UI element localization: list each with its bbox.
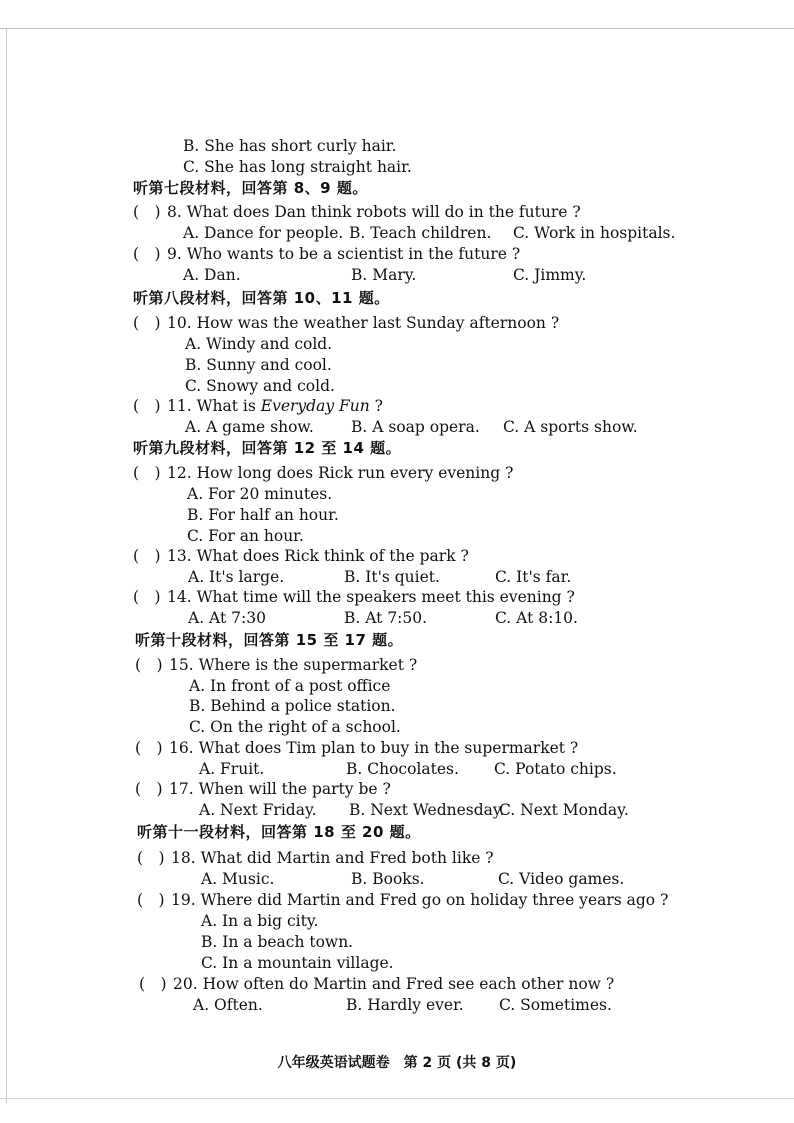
program-title: Everyday Fun [260, 397, 370, 415]
question-text: What does Dan think robots will do in the future ? [186, 203, 581, 221]
option-c: C. A sports show. [503, 418, 638, 436]
question-16 [135, 738, 578, 758]
question-number: 9. [167, 245, 182, 263]
question-9 [133, 244, 520, 264]
question-number: 16. [169, 739, 194, 757]
question-number: 20. [173, 975, 198, 993]
question-text: What did Martin and Fred both like ? [200, 849, 494, 867]
question-number: 14. [167, 588, 192, 606]
answer-blank[interactable]: ( ) [133, 245, 161, 263]
answer-blank[interactable]: ( ) [135, 780, 163, 798]
question-15 [135, 655, 417, 675]
option-c: C. Sometimes. [499, 996, 612, 1014]
question-number: 11. [167, 397, 192, 415]
option-b: B. It's quiet. [344, 568, 440, 586]
question-20 [139, 974, 614, 994]
options-row [0, 608, 794, 628]
option-a: A. In a big city. [201, 912, 319, 930]
option-a: A. Windy and cold. [185, 335, 333, 353]
question-number: 17. [169, 780, 194, 798]
question-number: 8. [167, 203, 182, 221]
option-b: B. Teach children. [349, 224, 492, 242]
answer-blank[interactable]: ( ) [133, 588, 161, 606]
question-text: What does Tim plan to buy in the supermarket ? [198, 739, 579, 757]
option-a: A. Dan. [183, 266, 241, 284]
question-text: Who wants to be a scientist in the future ? [186, 245, 521, 263]
question-8 [133, 202, 581, 222]
question-text-suffix: ? [369, 397, 383, 415]
section-heading: 听第十段材料，回答第 15 至 17 题。 [135, 631, 404, 649]
option-line: B. She has short curly hair. [183, 137, 397, 155]
question-12 [133, 463, 513, 483]
option-c: C. Work in hospitals. [513, 224, 676, 242]
question-text: How was the weather last Sunday afternoon ? [196, 314, 560, 332]
option-c: C. Potato chips. [494, 760, 617, 778]
option-b: B. Sunny and cool. [185, 356, 332, 374]
page-footer: 八年级英语试题卷 第 2 页 (共 8 页) [277, 1055, 517, 1071]
option-b: B. A soap opera. [351, 418, 480, 436]
option-a: A. Music. [201, 870, 275, 888]
section-heading: 听第十一段材料，回答第 18 至 20 题。 [137, 823, 421, 841]
option-b: B. Mary. [351, 266, 417, 284]
question-11 [133, 396, 383, 416]
question-18 [137, 848, 494, 868]
answer-blank[interactable]: ( ) [133, 314, 161, 332]
question-text-prefix: What is [196, 397, 261, 415]
question-text: When will the party be ? [198, 780, 391, 798]
question-text: Where is the supermarket ? [198, 656, 418, 674]
option-a: A. For 20 minutes. [187, 485, 333, 503]
option-c: C. In a mountain village. [201, 954, 394, 972]
question-text: How long does Rick run every evening ? [196, 464, 514, 482]
options-row [0, 567, 794, 587]
question-13 [133, 546, 469, 566]
answer-blank[interactable]: ( ) [133, 464, 161, 482]
option-b: B. For half an hour. [187, 506, 339, 524]
question-number: 12. [167, 464, 192, 482]
options-row [0, 995, 794, 1015]
question-number: 13. [167, 547, 192, 565]
answer-blank[interactable]: ( ) [137, 891, 165, 909]
option-b: B. Next Wednesday. [349, 801, 505, 819]
option-c: C. Next Monday. [499, 801, 629, 819]
option-a: A. Dance for people. [183, 224, 344, 242]
option-a: A. It's large. [188, 568, 285, 586]
answer-blank[interactable]: ( ) [133, 397, 161, 415]
option-b: B. Chocolates. [346, 760, 459, 778]
option-c: C. For an hour. [187, 527, 304, 545]
option-c: C. At 8:10. [495, 609, 578, 627]
option-a: A. At 7:30 [188, 609, 266, 627]
answer-blank[interactable]: ( ) [139, 975, 167, 993]
options-row [0, 759, 794, 779]
section-heading: 听第八段材料，回答第 10、11 题。 [133, 289, 390, 307]
option-a: A. A game show. [185, 418, 314, 436]
question-number: 18. [171, 849, 196, 867]
answer-blank[interactable]: ( ) [135, 739, 163, 757]
answer-blank[interactable]: ( ) [135, 656, 163, 674]
answer-blank[interactable]: ( ) [137, 849, 165, 867]
option-line: C. She has long straight hair. [183, 158, 412, 176]
option-c: C. Snowy and cold. [185, 377, 335, 395]
answer-blank[interactable]: ( ) [133, 203, 161, 221]
question-text: What does Rick think of the park ? [196, 547, 469, 565]
options-row [0, 800, 794, 820]
section-heading: 听第九段材料，回答第 12 至 14 题。 [133, 439, 402, 457]
option-b: B. At 7:50. [344, 609, 428, 627]
option-a: A. In front of a post office [189, 677, 391, 695]
option-c: C. It's far. [495, 568, 572, 586]
option-b: B. Books. [351, 870, 425, 888]
question-19 [137, 890, 668, 910]
section-heading: 听第七段材料，回答第 8、9 题。 [133, 179, 368, 197]
option-c: C. Jimmy. [513, 266, 587, 284]
question-text: What time will the speakers meet this evening ? [196, 588, 575, 606]
option-a: A. Next Friday. [199, 801, 317, 819]
option-c: C. Video games. [498, 870, 625, 888]
option-b: B. In a beach town. [201, 933, 354, 951]
question-text: Where did Martin and Fred go on holiday three years ago ? [200, 891, 669, 909]
option-b: B. Behind a police station. [189, 697, 396, 715]
question-14 [133, 587, 575, 607]
question-10 [133, 313, 559, 333]
options-row [0, 869, 794, 889]
question-number: 19. [171, 891, 196, 909]
answer-blank[interactable]: ( ) [133, 547, 161, 565]
question-number: 15. [169, 656, 194, 674]
options-row [0, 223, 794, 243]
question-text: How often do Martin and Fred see each other now ? [202, 975, 615, 993]
options-row [0, 265, 794, 285]
option-b: B. Hardly ever. [346, 996, 464, 1014]
option-a: A. Fruit. [199, 760, 265, 778]
question-17 [135, 779, 391, 799]
question-number: 10. [167, 314, 192, 332]
option-c: C. On the right of a school. [189, 718, 401, 736]
option-a: A. Often. [193, 996, 263, 1014]
options-row [0, 417, 794, 437]
